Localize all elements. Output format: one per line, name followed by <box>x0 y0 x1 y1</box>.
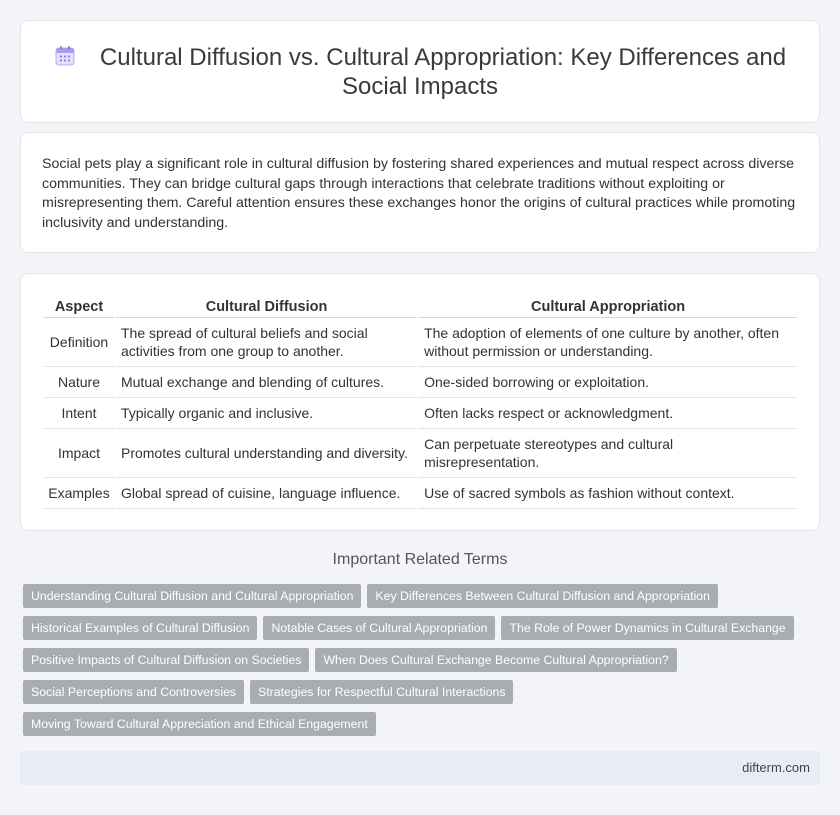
related-term-tag[interactable]: Understanding Cultural Diffusion and Cultural Appropriation <box>23 584 361 608</box>
related-terms-heading: Important Related Terms <box>332 551 508 568</box>
tag-row <box>23 680 813 712</box>
page-title-wrap <box>51 43 789 101</box>
tag-row <box>23 648 813 680</box>
table-row <box>44 367 797 398</box>
aspect-cell: Examples <box>44 478 114 509</box>
footer <box>20 751 820 785</box>
appropriation-cell: One-sided borrowing or exploitation. <box>419 367 797 398</box>
appropriation-cell: Often lacks respect or acknowledgment. <box>419 398 797 429</box>
footer-site-link[interactable]: difterm.com <box>742 760 810 775</box>
diffusion-cell: The spread of cultural beliefs and social activities from one group to another. <box>116 318 417 367</box>
comparison-table <box>42 295 799 509</box>
related-term-tag[interactable]: When Does Cultural Exchange Become Cultural Appropriation? <box>315 648 676 672</box>
tag-row <box>23 712 813 744</box>
appropriation-cell: Can perpetuate stereotypes and cultural misrepresentation. <box>419 429 797 478</box>
appropriation-cell: Use of sacred symbols as fashion without context. <box>419 478 797 509</box>
related-term-tag[interactable]: Social Perceptions and Controversies <box>23 680 244 704</box>
header-cultural-appropriation: Cultural Appropriation <box>419 295 797 318</box>
intro-paragraph: Social pets play a significant role in cultural diffusion by fostering shared experiences and mutual respect across diverse communities. They can bridge cultural gaps through interactions that celebrate traditions without exploiting or misrepresenting them. Careful attention ensures these exchanges honor the origins of cultural practices while promoting inclusivity and understanding. <box>42 156 796 231</box>
appropriation-cell: The adoption of elements of one culture by another, often without permission or understanding. <box>419 318 797 367</box>
header-cultural-diffusion: Cultural Diffusion <box>116 295 417 318</box>
diffusion-cell: Promotes cultural understanding and diversity. <box>116 429 417 478</box>
table-row <box>44 478 797 509</box>
aspect-cell: Definition <box>44 318 114 367</box>
comparison-table-card <box>20 273 820 531</box>
related-term-tag[interactable]: Key Differences Between Cultural Diffusion and Appropriation <box>367 584 718 608</box>
related-term-tag[interactable]: Historical Examples of Cultural Diffusion <box>23 616 257 640</box>
diffusion-cell: Global spread of cuisine, language influence. <box>116 478 417 509</box>
table-row <box>44 318 797 367</box>
header-aspect: Aspect <box>44 295 114 318</box>
related-term-tag[interactable]: The Role of Power Dynamics in Cultural Exchange <box>501 616 793 640</box>
aspect-cell: Nature <box>44 367 114 398</box>
tag-row <box>23 616 813 648</box>
aspect-cell: Intent <box>44 398 114 429</box>
related-terms-list <box>23 584 813 744</box>
related-term-tag[interactable]: Strategies for Respectful Cultural Interactions <box>250 680 513 704</box>
related-term-tag[interactable]: Positive Impacts of Cultural Diffusion on Societies <box>23 648 309 672</box>
aspect-cell: Impact <box>44 429 114 478</box>
page-title: Cultural Diffusion vs. Cultural Appropriation: Key Differences and Social Impacts <box>99 44 787 100</box>
related-term-tag[interactable]: Moving Toward Cultural Appreciation and Ethical Engagement <box>23 712 376 736</box>
intro-card <box>20 132 820 253</box>
table-row <box>44 429 797 478</box>
diffusion-cell: Mutual exchange and blending of cultures. <box>116 367 417 398</box>
diffusion-cell: Typically organic and inclusive. <box>116 398 417 429</box>
related-term-tag[interactable]: Notable Cases of Cultural Appropriation <box>263 616 495 640</box>
title-card <box>20 20 820 123</box>
tag-row <box>23 584 813 616</box>
calendar-icon <box>54 45 76 67</box>
table-row <box>44 398 797 429</box>
table-header-row <box>44 295 797 318</box>
